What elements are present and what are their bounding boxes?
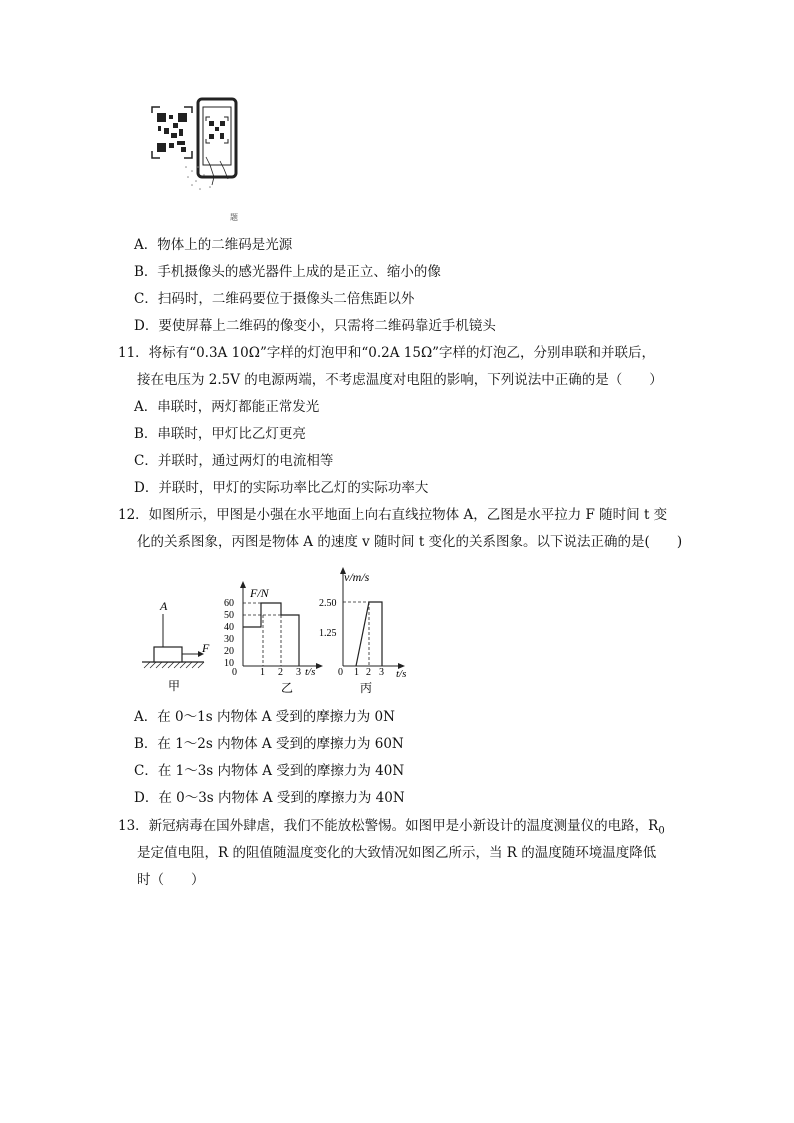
q12-stem-line2: 化的关系图象，丙图是物体 A 的速度 v 随时间 t 变化的关系图象。以下说法正确的是( ): [137, 534, 683, 550]
label-a: A: [160, 599, 168, 613]
fig-jia: [142, 599, 210, 693]
phone-icon: [198, 99, 236, 177]
bing-ylabel: v/m/s: [344, 570, 370, 584]
q11-stem-line2: 接在电压为 2.5V 的电源两端，不考虑温度对电阻的影响，下列说法中正确的是（ ）: [137, 372, 663, 388]
q12-option-c: C．在 1～3s 内物体 A 受到的摩擦力为 40N: [134, 763, 405, 779]
figure-caption: 题: [230, 213, 238, 222]
caption-yi: 乙: [281, 681, 294, 695]
q11-option-a: A．串联时，两灯都能正常发光: [134, 399, 320, 415]
yi-xlabel: t/s: [305, 666, 316, 678]
q10-option-c: C．扫码时，二维码要位于摄像头二倍焦距以外: [134, 291, 415, 307]
q10-option-a: A．物体上的二维码是光源: [134, 237, 293, 253]
q12-stem-line1: 12．如图所示，甲图是小强在水平地面上向右直线拉物体 A，乙图是水平拉力 F 随时间 t 变: [118, 507, 668, 523]
q10-option-d: D．要使屏幕上二维码的像变小，只需将二维码靠近手机镜头: [134, 318, 496, 334]
yi-xtick: 0: [232, 667, 237, 678]
bing-xtick: 3: [379, 667, 384, 678]
q13-stem-line2: 是定值电阻，R 的阻值随温度变化的大致情况如图乙所示，当 R 的温度随环境温度降低: [137, 845, 657, 861]
yi-ylabel: F/N: [250, 586, 269, 600]
q12-option-d: D．在 0～3s 内物体 A 受到的摩擦力为 40N: [134, 790, 405, 806]
q13-stem-line1: [118, 817, 665, 841]
q11-option-c: C．并联时，通过两灯的电流相等: [134, 453, 334, 469]
yi-xtick: 3: [296, 667, 301, 678]
q11-option-d: D．并联时，甲灯的实际功率比乙灯的实际功率大: [134, 480, 429, 496]
q12-option-b: B．在 1～2s 内物体 A 受到的摩擦力为 60N: [134, 736, 404, 752]
q11-stem-line1: 11．将标有“0.3A 10Ω”字样的灯泡甲和“0.2A 15Ω”字样的灯泡乙，分别串联和并联后，: [118, 345, 656, 361]
q11-option-b: B．串联时，甲灯比乙灯更亮: [134, 426, 306, 442]
block-a: [154, 647, 182, 662]
yi-force-line: [243, 603, 299, 666]
bing-ytick: 2.50: [319, 598, 337, 609]
yi-xtick: 1: [260, 667, 265, 678]
yi-ytick: 60: [224, 598, 234, 609]
caption-bing: 丙: [360, 681, 373, 695]
fig-bing: [319, 567, 406, 695]
q12-figures: [138, 562, 418, 702]
yi-ytick: 30: [224, 634, 234, 645]
q13-subscript: 0: [658, 825, 665, 837]
q10-option-b: B．手机摄像头的感光器件上成的是正立、缩小的像: [134, 264, 441, 280]
label-f: F: [202, 641, 210, 655]
q13-stem-text: 13．新冠病毒在国外肆虐，我们不能放松警惕。如图甲是小新设计的温度测量仪的电路，R: [118, 818, 659, 834]
yi-ytick: 20: [224, 646, 234, 657]
bing-xtick: 1: [354, 667, 359, 678]
caption-jia: 甲: [168, 679, 181, 693]
bing-xtick: 2: [366, 667, 371, 678]
yi-ytick: 50: [224, 610, 234, 621]
bing-xlabel: t/s: [396, 668, 407, 680]
fig-yi: [224, 581, 323, 695]
yi-ytick: 10: [224, 658, 234, 669]
q12-option-a: A．在 0～1s 内物体 A 受到的摩擦力为 0N: [134, 709, 395, 725]
yi-ytick: 40: [224, 622, 234, 633]
q13-stem-line3: 时（ ）: [137, 872, 205, 888]
bing-xtick: 0: [338, 667, 343, 678]
qr-phone-figure: [140, 95, 260, 225]
bing-ytick: 1.25: [319, 628, 337, 639]
yi-xtick: 2: [278, 667, 283, 678]
